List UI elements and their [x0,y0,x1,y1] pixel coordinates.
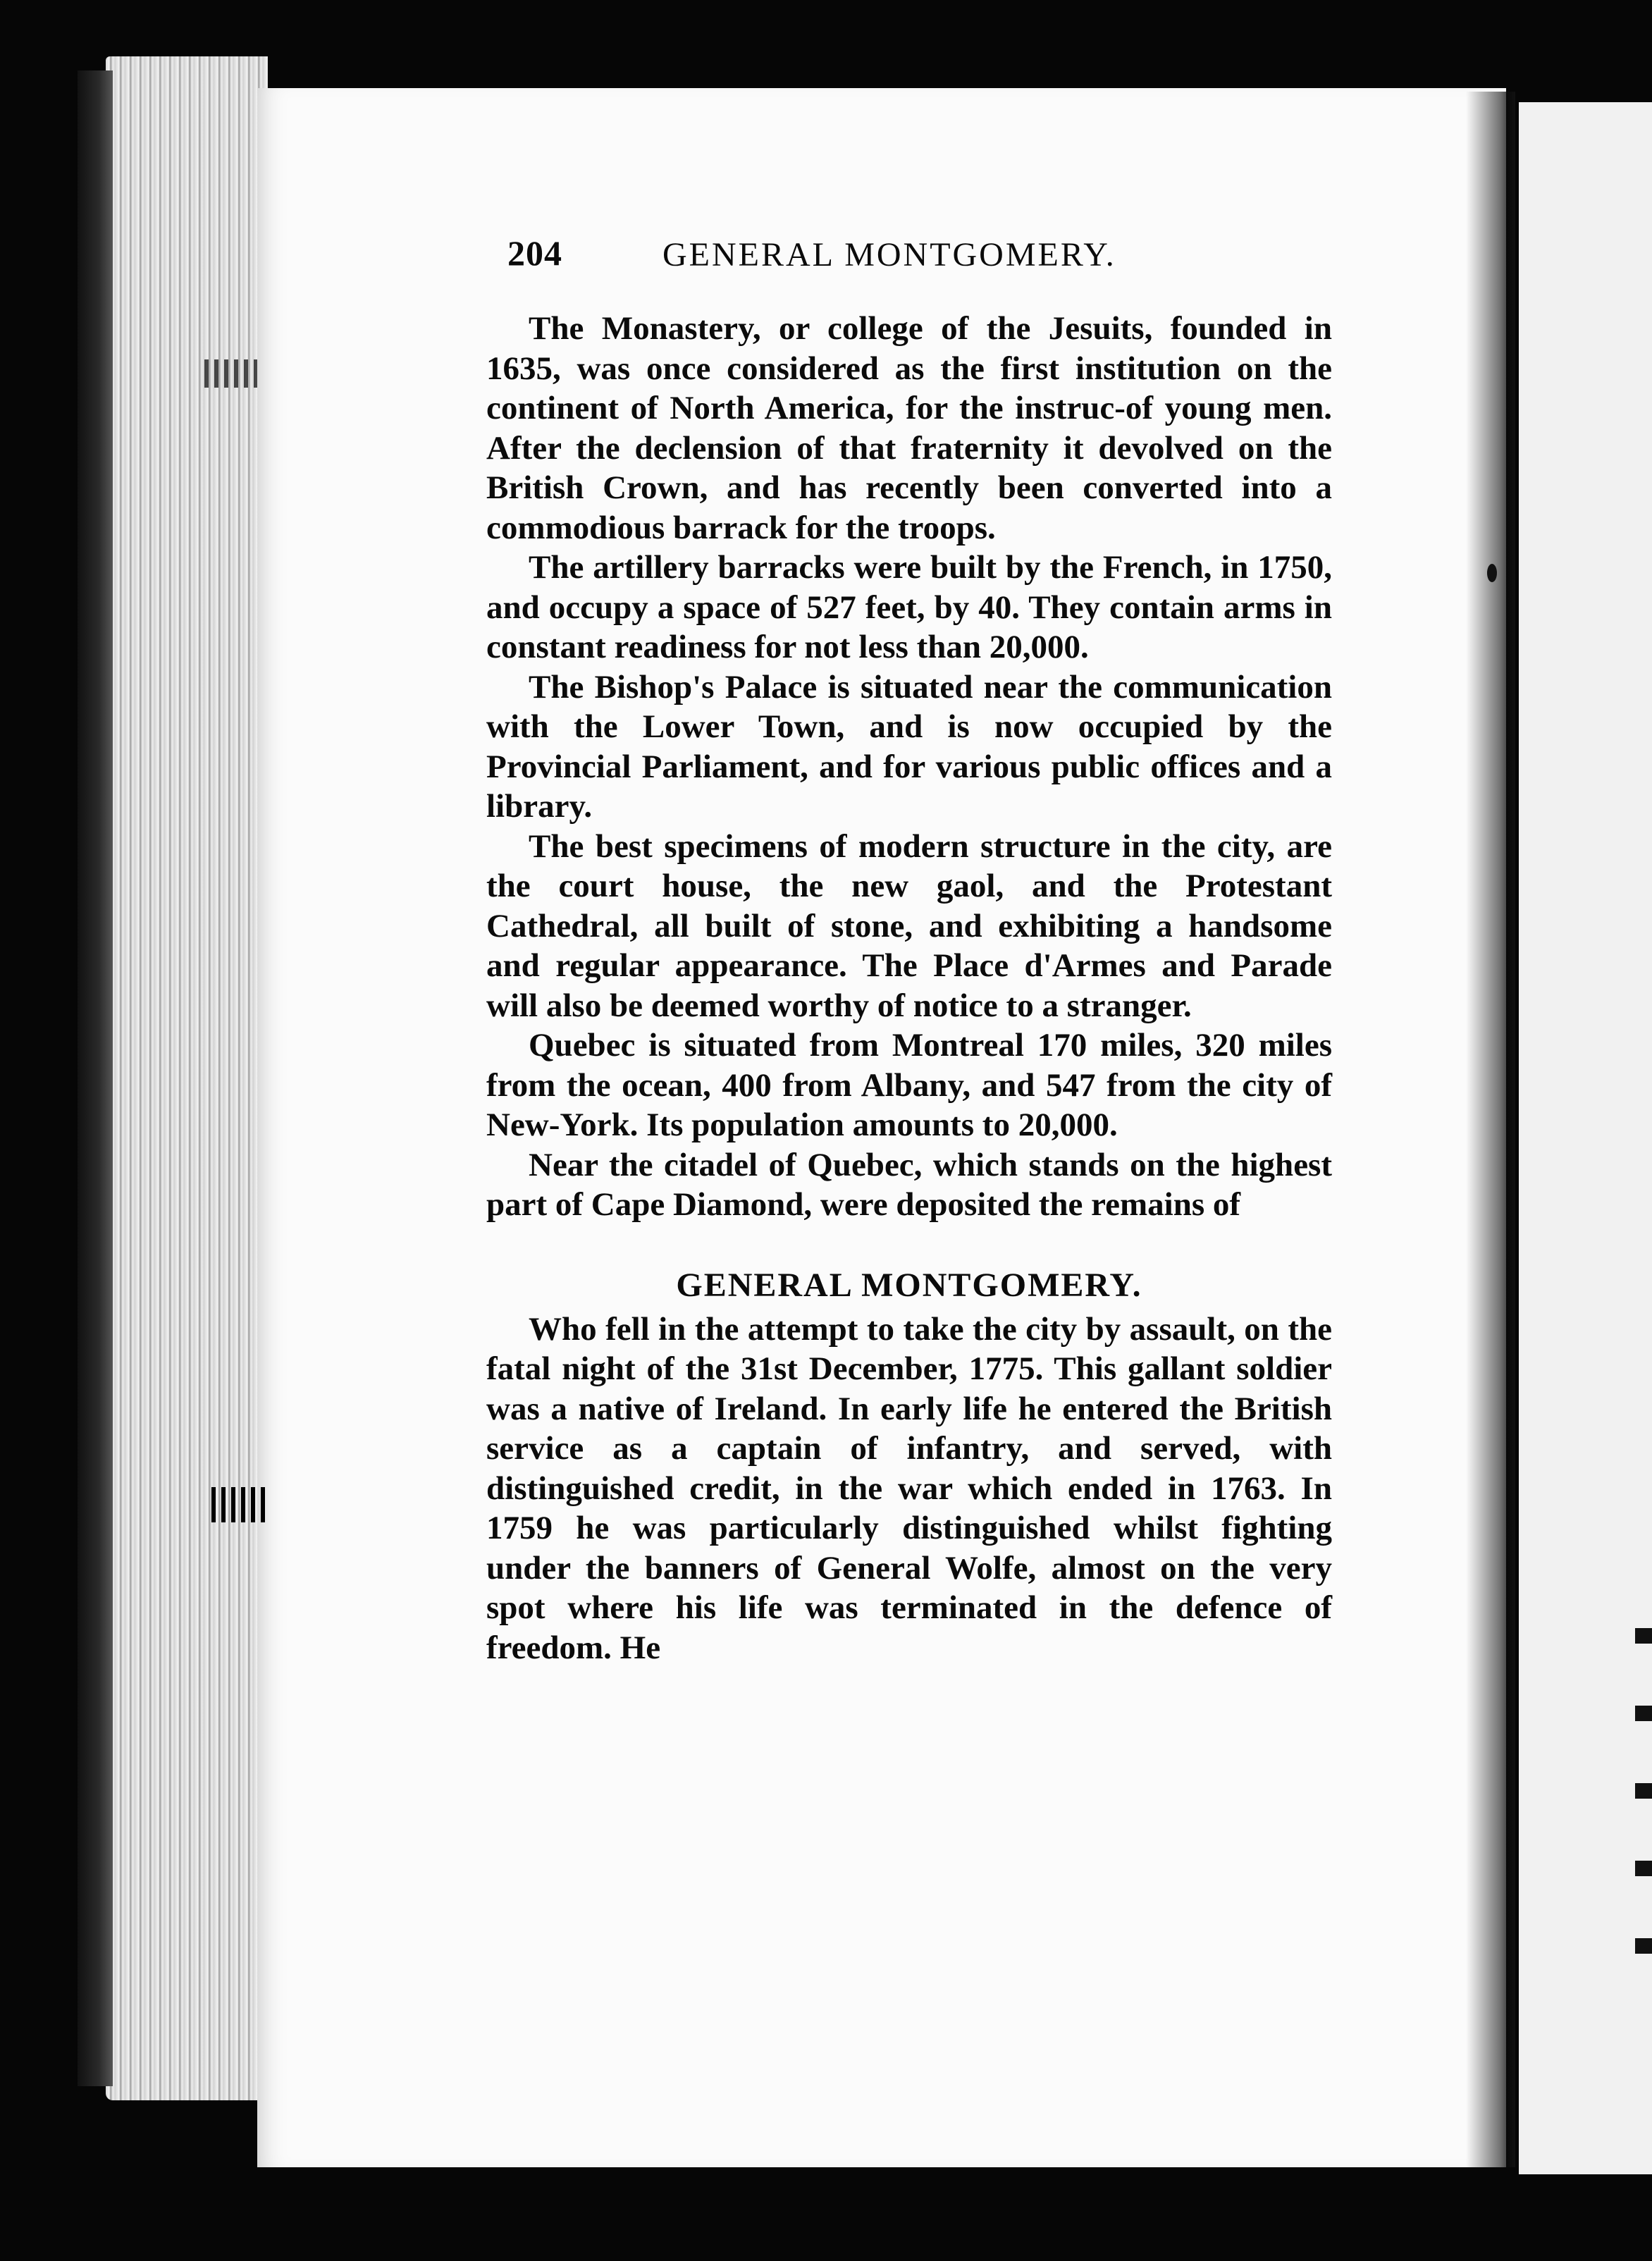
paragraph-artillery-barracks: The artillery barracks were built by the French, in 1750, and occupy a space of 527 feet, by 40. They contain arms in constant readiness for not less than 20,000. [486,549,1332,665]
paragraph-monastery: The Monastery, or college of the Jesuits, founded in 1635, was once considered as the first institution on the continent of North America, for the instruc-of young men. After the declension of that fraternity it devolved on the British Crown, and has recently been converted into a commodious barrack for the troops. [486,310,1332,546]
facing-page-marks [1635,1628,1652,1980]
running-title: GENERAL MONTGOMERY. [662,236,1116,273]
paragraph-quebec-distances: Quebec is situated from Montreal 170 miles, 320 miles from the ocean, 400 from Albany, and 547 from the city of New-York. Its population amounts to 20,000. [486,1027,1332,1143]
section-heading: GENERAL MONTGOMERY. [676,1266,1142,1304]
paragraph-montgomery: Who fell in the attempt to take the city by assault, on the fatal night of the 31st December, 1775. This gallant soldier was a native of Ireland. In early life he entered the British service as a captain of infantry, and served, with distinguished credit, in the war which ended in 1763. In 1759 he was particularly distinguished whilst fighting under the banners of General Wolfe, almost on the very spot where his life was terminated in the defence of freedom. He [486,1310,1332,1666]
facing-page [1519,102,1652,2174]
page-number: 204 [507,233,562,273]
binding-gutter [1466,92,1515,2167]
paragraph-bishops-palace: The Bishop's Palace is situated near the communication with the Lower Town, and is now occupied by the Provincial Parliament, and for various public offices and a library. [486,668,1332,825]
fore-edge-marks [211,1487,268,1522]
fore-edge-marks-top [204,359,261,388]
text-block [486,233,1332,1668]
running-head [486,233,1332,289]
facing-page-mark [1487,564,1497,582]
paragraph-citadel: Near the citadel of Quebec, which stands on the highest part of Cape Diamond, were deposited the remains of [486,1146,1332,1223]
paragraph-modern-structures: The best specimens of modern structure in the city, are the court house, the new gaol, and the Protestant Cathedral, all built of stone, and exhibiting a handsome and regular appearance. The Place d'Armes and Parade will also be deemed worthy of notice to a stranger. [486,827,1332,1024]
